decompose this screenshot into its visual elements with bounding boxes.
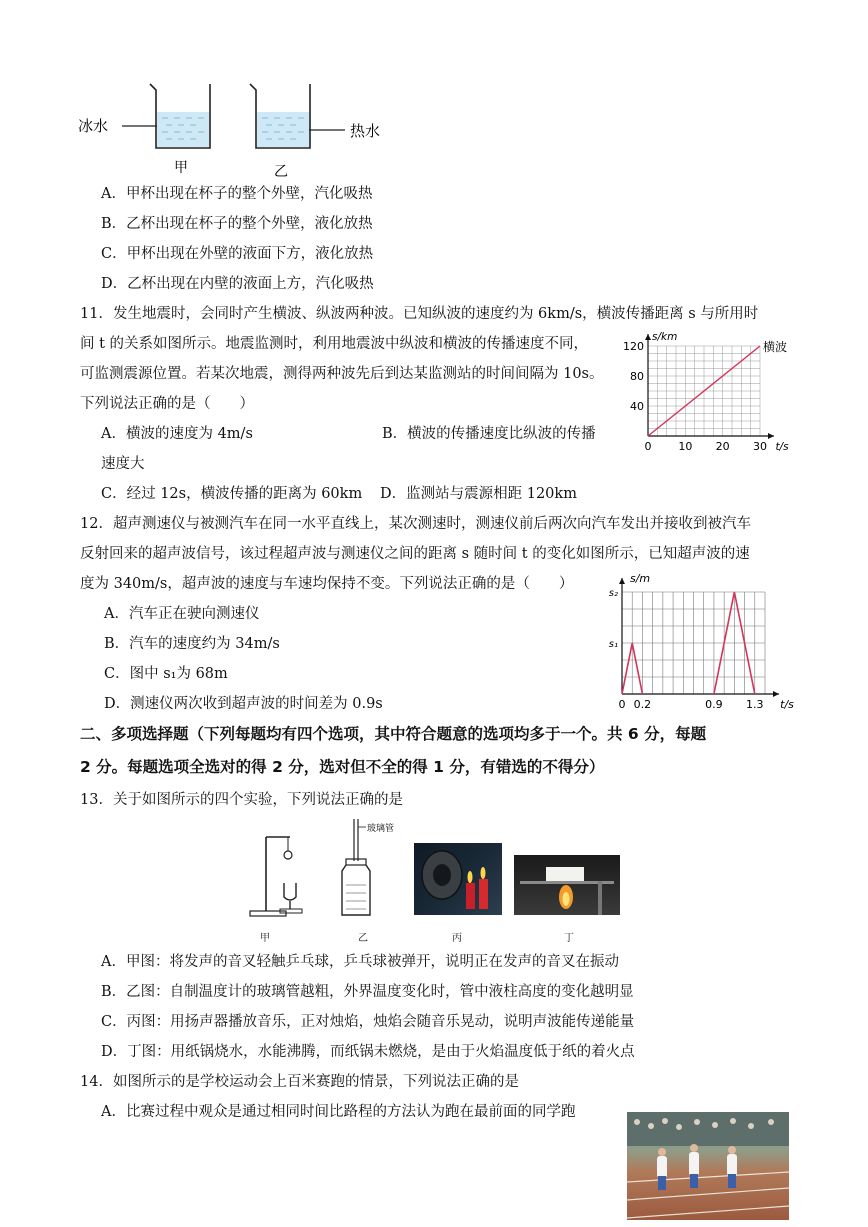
x-tick-label: 20 — [715, 440, 730, 453]
x-tick-label: 0.9 — [705, 698, 723, 711]
q13-fig-label-ding: 丁 — [564, 933, 574, 944]
q13-option-c: C．丙图：用扬声器播放音乐，正对烛焰，烛焰会随音乐晃动，说明声波能传递能量 — [101, 1014, 635, 1030]
q11-stem-line3: 可监测震源位置。若某次地震，测得两种波先后到达某监测站的时间间隔为 10s。 — [80, 366, 604, 382]
q12-chart — [600, 562, 800, 714]
y-tick-label: s₁ — [608, 639, 618, 650]
x-tick-label: 0.2 — [633, 698, 652, 711]
q11-stem-line1: 11．发生地震时，会同时产生横波、纵波两种波。已知纵波的速度约为 6km/s，横波传播距离 s 与所用时 — [80, 306, 759, 322]
x-tick-label: 10 — [678, 440, 693, 453]
x-tick-label: 1.3 — [746, 698, 764, 711]
q11-option-b: B．横波的传播速度比纵波的传播 — [382, 426, 596, 442]
q12-stem-line3: 度为 340m/s，超声波的速度与车速均保持不变。下列说法正确的是（ ） — [80, 576, 574, 592]
q10-option-d: D．乙杯出现在内壁的液面上方，汽化吸热 — [101, 276, 374, 292]
q12-option-b: B．汽车的速度约为 34m/s — [104, 636, 280, 652]
glass-tube-label: 玻璃管 — [367, 824, 395, 834]
tuning-fork-drawing — [246, 815, 326, 925]
q11-stem-line2: 间 t 的关系如图所示。地震监测时，利用地震波中纵波和横波的传播速度不同， — [80, 336, 589, 352]
q10-option-c: C．甲杯出现在外壁的液面下方，液化放热 — [101, 246, 374, 262]
y-axis-label: s/m — [630, 572, 651, 585]
speaker-candle-photo — [414, 843, 502, 915]
q13-option-a: A．甲图：将发声的音叉轻触乒乓球，乒乓球被弹开，说明正在发声的音叉在振动 — [101, 954, 619, 970]
y-axis-arrow — [619, 578, 625, 584]
q11-stem-line4: 下列说法正确的是（ ） — [80, 396, 254, 412]
q13-figure — [246, 815, 622, 945]
x-axis-arrow — [773, 691, 779, 697]
y-tick-label: s₂ — [608, 588, 618, 599]
q12-option-d: D．测速仪两次收到超声波的时间差为 0.9s — [104, 696, 383, 712]
x-axis-label: t/s — [775, 441, 789, 453]
caption-jia: 甲 — [174, 160, 188, 176]
q14-stem: 14．如图所示的是学校运动会上百米赛跑的情景，下列说法正确的是 — [80, 1074, 519, 1090]
y-tick-label: 40 — [630, 400, 644, 413]
q14-option-a: A．比赛过程中观众是通过相同时间比路程的方法认为跑在最前面的同学跑 — [101, 1104, 576, 1120]
q12-option-a: A．汽车正在驶向测速仪 — [104, 606, 260, 622]
q10-option-b: B．乙杯出现在杯子的整个外壁，液化放热 — [101, 216, 373, 232]
y-axis-arrow — [645, 334, 651, 340]
caption-yi: 乙 — [274, 164, 288, 180]
x-axis-label: t/s — [780, 698, 794, 711]
beaker-jia — [122, 84, 210, 148]
x-tick-label: 0 — [618, 698, 626, 711]
section2-heading-line2: 2 分。每题选项全选对的得 2 分，选对但不全的得 1 分，有错选的不得分） — [80, 758, 605, 776]
q12-option-c: C．图中 s₁为 68m — [104, 666, 228, 682]
q12-stem-line1: 12．超声测速仪与被测汽车在同一水平直线上，某次测速时，测速仪前后两次向汽车发出并接收到被汽车 — [80, 516, 751, 532]
q11-option-a: A．横波的速度为 4m/s — [101, 426, 253, 442]
q12-stem-line2: 反射回来的超声波信号，该过程超声波与测速仪之间的距离 s 随时间 t 的变化如图所示，已知超声波的速 — [80, 546, 750, 562]
section2-heading-line1: 二、多项选择题（下列每题均有四个选项，其中符合题意的选项均多于一个。共 6 分，每题 — [80, 725, 707, 743]
beaker-figure — [70, 78, 400, 180]
paper-pot-photo — [514, 855, 620, 915]
hot-water-label: 热水 — [350, 122, 381, 140]
q11-option-d: D．监测站与震源相距 120km — [380, 486, 577, 502]
q10-option-a: A．甲杯出现在杯子的整个外壁，汽化吸热 — [101, 186, 373, 202]
q11-option-c: C．经过 12s，横波传播的距离为 60km — [101, 486, 363, 502]
y-tick-label: 120 — [623, 340, 644, 353]
q13-option-d: D．丁图：用纸锅烧水，水能沸腾，而纸锅未燃烧，是由于火焰温度低于纸的着火点 — [101, 1044, 635, 1060]
q13-fig-label-yi: 乙 — [358, 933, 368, 944]
ice-water-label: 冰水 — [78, 117, 109, 135]
y-axis-label: s/km — [652, 331, 678, 343]
q13-option-b: B．乙图：自制温度计的玻璃管越粗，外界温度变化时，管中液柱高度的变化越明显 — [101, 984, 634, 1000]
q13-fig-label-jia: 甲 — [260, 933, 270, 944]
beaker-yi — [250, 84, 345, 148]
x-tick-label: 30 — [753, 440, 767, 453]
q13-stem: 13．关于如图所示的四个实验，下列说法正确的是 — [80, 792, 403, 808]
x-axis-arrow — [768, 433, 774, 439]
q13-fig-label-bing: 丙 — [452, 933, 462, 944]
series-label: 横波 — [763, 340, 788, 354]
y-tick-label: 80 — [630, 370, 644, 383]
race-photo — [627, 1112, 789, 1220]
thermometer-bottle-drawing — [336, 815, 416, 925]
q11-option-b-cont: 速度大 — [101, 456, 145, 472]
x-tick-label: 0 — [644, 440, 652, 453]
q11-chart — [620, 324, 800, 458]
